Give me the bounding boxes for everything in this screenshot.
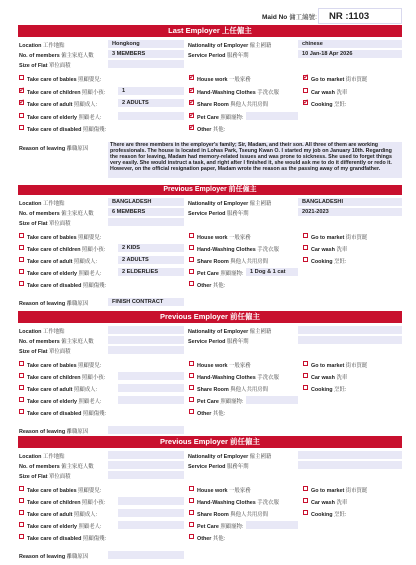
carwash-checkbox[interactable] bbox=[303, 88, 308, 93]
housework-label: House work 一般家務 bbox=[197, 235, 251, 241]
members-label: No. of members 僱主家庭人數 bbox=[19, 211, 94, 217]
handwash-label: Hand-Washing Clothes 手洗衣服 bbox=[197, 247, 279, 253]
disabled-label: Take care of disabled 照顧傷殘: bbox=[27, 283, 106, 289]
babies-label: Take care of babies 照顧嬰兒: bbox=[27, 235, 102, 241]
petcare-label: Pet Care 照顧寵物: bbox=[197, 115, 244, 121]
adult-value-field-value: 2 ADULTS bbox=[122, 100, 149, 106]
checkmark-icon: ✓ bbox=[189, 99, 195, 106]
location-label: Location 工作地點 bbox=[19, 454, 65, 460]
elderly-label: Take care of elderly 照顧老人: bbox=[27, 271, 102, 277]
members-label: No. of members 僱主家庭人數 bbox=[19, 53, 94, 59]
location-field-value: Hongkong bbox=[112, 41, 140, 47]
children-checkbox[interactable] bbox=[19, 245, 24, 250]
members-label: No. of members 僱主家庭人數 bbox=[19, 339, 94, 345]
cooking-label: Cooking 烹飪: bbox=[311, 102, 347, 108]
babies-label: Take care of babies 照顧嬰兒: bbox=[27, 77, 102, 83]
handwash-label: Hand-Washing Clothes 手洗衣服 bbox=[197, 375, 279, 381]
children-label: Take care of children 照顧小孩: bbox=[27, 247, 106, 253]
nationality-field[interactable] bbox=[298, 326, 402, 334]
disabled-label: Take care of disabled 照顧傷殘: bbox=[27, 536, 106, 542]
petcare-checkbox[interactable] bbox=[189, 269, 194, 274]
handwash-label: Hand-Washing Clothes 手洗衣服 bbox=[197, 500, 279, 506]
elderly-checkbox[interactable] bbox=[19, 397, 24, 402]
reason-label: Reason of leaving 離職原因 bbox=[19, 554, 89, 560]
market-label: Go to market 街市買餸 bbox=[311, 488, 368, 494]
checkmark-icon: ✓ bbox=[19, 87, 25, 94]
handwash-checkbox[interactable] bbox=[189, 373, 194, 378]
market-checkbox[interactable] bbox=[303, 486, 308, 491]
disabled-label: Take care of disabled 照顧傷殘: bbox=[27, 127, 106, 133]
reason-label: Reason of leaving 離職原因 bbox=[19, 146, 89, 152]
service-label: Service Period 服務年期 bbox=[188, 339, 249, 345]
cooking-label: Cooking 烹飪: bbox=[311, 512, 347, 518]
nationality-field[interactable] bbox=[298, 451, 402, 459]
flat-field[interactable] bbox=[108, 471, 184, 479]
members-field[interactable] bbox=[108, 461, 184, 469]
adult-label: Take care of adult 照顧成人: bbox=[27, 102, 97, 108]
petcare-value-field-value: 1 Dog & 1 cat bbox=[250, 269, 286, 275]
location-field[interactable] bbox=[108, 451, 184, 459]
cooking-checkbox[interactable] bbox=[303, 257, 308, 262]
shareroom-label: Share Room 與他人共用房間 bbox=[197, 102, 269, 108]
elderly-checkbox[interactable] bbox=[19, 113, 24, 118]
petcare-value-field[interactable] bbox=[246, 521, 298, 529]
shareroom-checkbox[interactable] bbox=[189, 385, 194, 390]
carwash-checkbox[interactable] bbox=[303, 373, 308, 378]
nationality-label: Nationality of Employer 僱主國籍 bbox=[188, 329, 272, 335]
petcare-label: Pet Care 照顧寵物: bbox=[197, 524, 244, 530]
checkmark-icon: ✓ bbox=[303, 74, 309, 81]
reason-field-value: FINISH CONTRACT bbox=[112, 299, 164, 305]
elderly-checkbox[interactable] bbox=[19, 522, 24, 527]
adult-value-field-value: 2 ADULTS bbox=[122, 257, 149, 263]
children-value-field-value: 2 KIDS bbox=[122, 245, 141, 251]
elderly-value-field-value: 2 ELDERLIES bbox=[122, 269, 159, 275]
location-field[interactable] bbox=[108, 326, 184, 334]
reason-label: Reason of leaving 離職原因 bbox=[19, 429, 89, 435]
checkmark-icon: ✓ bbox=[189, 87, 195, 94]
checkmark-icon: ✓ bbox=[303, 99, 309, 106]
petcare-label: Pet Care 照顧寵物: bbox=[197, 399, 244, 405]
children-value-field[interactable] bbox=[118, 372, 184, 380]
market-checkbox[interactable] bbox=[303, 361, 308, 366]
handwash-label: Hand-Washing Clothes 手洗衣服 bbox=[197, 90, 279, 96]
nationality-label: Nationality of Employer 僱主國籍 bbox=[188, 43, 272, 49]
children-checkbox[interactable] bbox=[19, 373, 24, 378]
flat-label: Size of Flat 單位面積 bbox=[19, 221, 71, 227]
disabled-checkbox[interactable] bbox=[19, 409, 24, 414]
service-field[interactable] bbox=[298, 336, 402, 344]
housework-label: House work 一般家務 bbox=[197, 488, 251, 494]
housework-label: House work 一般家務 bbox=[197, 77, 251, 83]
other-label: Other 其他: bbox=[197, 283, 226, 289]
flat-label: Size of Flat 單位面積 bbox=[19, 474, 71, 480]
members-field-value: 6 MEMBERS bbox=[112, 209, 146, 215]
housework-label: House work 一般家務 bbox=[197, 363, 251, 369]
market-label: Go to market 街市買餸 bbox=[311, 363, 368, 369]
checkmark-icon: ✓ bbox=[19, 99, 25, 106]
nationality-field-value: chinese bbox=[302, 41, 323, 47]
checkmark-icon: ✓ bbox=[189, 74, 195, 81]
cooking-label: Cooking 烹飪: bbox=[311, 387, 347, 393]
cooking-label: Cooking 烹飪: bbox=[311, 259, 347, 265]
children-value-field[interactable] bbox=[118, 497, 184, 505]
adult-label: Take care of adult 照顧成人: bbox=[27, 387, 97, 393]
housework-checkbox[interactable] bbox=[189, 361, 194, 366]
adult-value-field[interactable] bbox=[118, 384, 184, 392]
service-field[interactable] bbox=[298, 461, 402, 469]
shareroom-label: Share Room 與他人共用房間 bbox=[197, 387, 269, 393]
flat-label: Size of Flat 單位面積 bbox=[19, 63, 71, 69]
babies-checkbox[interactable] bbox=[19, 233, 24, 238]
disabled-checkbox[interactable] bbox=[19, 534, 24, 539]
market-label: Go to market 街市買餸 bbox=[311, 77, 368, 83]
flat-field[interactable] bbox=[108, 60, 184, 68]
elderly-label: Take care of elderly 照顧老人: bbox=[27, 524, 102, 530]
market-label: Go to market 街市買餸 bbox=[311, 235, 368, 241]
service-field-value: 2021-2023 bbox=[302, 209, 329, 215]
section-header: Previous Employer 前任僱主 bbox=[18, 436, 402, 448]
elderly-label: Take care of elderly 照顧老人: bbox=[27, 115, 102, 121]
flat-label: Size of Flat 單位面積 bbox=[19, 349, 71, 355]
disabled-label: Take care of disabled 照顧傷殘: bbox=[27, 411, 106, 417]
other-checkbox[interactable] bbox=[189, 534, 194, 539]
other-checkbox[interactable] bbox=[189, 409, 194, 414]
carwash-label: Car wash 洗車 bbox=[311, 247, 348, 253]
service-label: Service Period 服務年期 bbox=[188, 464, 249, 470]
adult-checkbox[interactable] bbox=[19, 385, 24, 390]
carwash-label: Car wash 洗車 bbox=[311, 90, 348, 96]
petcare-value-field[interactable] bbox=[246, 396, 298, 404]
handwash-checkbox[interactable] bbox=[189, 498, 194, 503]
carwash-checkbox[interactable] bbox=[303, 498, 308, 503]
location-label: Location 工作地點 bbox=[19, 201, 65, 207]
children-checkbox[interactable] bbox=[19, 498, 24, 503]
disabled-checkbox[interactable] bbox=[19, 125, 24, 130]
flat-field[interactable] bbox=[108, 218, 184, 226]
babies-checkbox[interactable] bbox=[19, 75, 24, 80]
children-value-field[interactable] bbox=[118, 87, 184, 95]
checkmark-icon: ✓ bbox=[189, 124, 195, 131]
service-field-value: 10 Jan-18 Apr 2026 bbox=[302, 51, 353, 57]
babies-checkbox[interactable] bbox=[19, 486, 24, 491]
market-checkbox[interactable] bbox=[303, 233, 308, 238]
reason-field[interactable] bbox=[108, 551, 184, 559]
other-label: Other 其他: bbox=[197, 127, 226, 133]
reason-field[interactable] bbox=[108, 426, 184, 434]
cooking-checkbox[interactable] bbox=[303, 510, 308, 515]
location-label: Location 工作地點 bbox=[19, 329, 65, 335]
children-label: Take care of children 照顧小孩: bbox=[27, 375, 106, 381]
maid-no-field: NR :1103 bbox=[318, 8, 402, 24]
members-field[interactable] bbox=[108, 336, 184, 344]
location-label: Location 工作地點 bbox=[19, 43, 65, 49]
other-label: Other 其他: bbox=[197, 536, 226, 542]
adult-checkbox[interactable] bbox=[19, 257, 24, 262]
disabled-checkbox[interactable] bbox=[19, 281, 24, 286]
carwash-checkbox[interactable] bbox=[303, 245, 308, 250]
petcare-label: Pet Care 照顧寵物: bbox=[197, 271, 244, 277]
service-label: Service Period 服務年期 bbox=[188, 53, 249, 59]
carwash-label: Car wash 洗車 bbox=[311, 500, 348, 506]
nationality-label: Nationality of Employer 僱主國籍 bbox=[188, 454, 272, 460]
section-header: Previous Employer 前任僱主 bbox=[18, 185, 402, 195]
adult-label: Take care of adult 照顧成人: bbox=[27, 512, 97, 518]
maid-no-label: Maid No 傭工編號: bbox=[262, 14, 317, 21]
nationality-label: Nationality of Employer 僱主國籍 bbox=[188, 201, 272, 207]
checkmark-icon: ✓ bbox=[189, 112, 195, 119]
shareroom-checkbox[interactable] bbox=[189, 257, 194, 262]
petcare-value-field[interactable] bbox=[246, 112, 298, 120]
service-label: Service Period 服務年期 bbox=[188, 211, 249, 217]
petcare-checkbox[interactable] bbox=[189, 397, 194, 402]
carwash-label: Car wash 洗車 bbox=[311, 375, 348, 381]
elderly-checkbox[interactable] bbox=[19, 269, 24, 274]
other-label: Other 其他: bbox=[197, 411, 226, 417]
children-label: Take care of children 照顧小孩: bbox=[27, 90, 106, 96]
adult-checkbox[interactable] bbox=[19, 510, 24, 515]
shareroom-label: Share Room 與他人共用房間 bbox=[197, 512, 269, 518]
housework-checkbox[interactable] bbox=[189, 486, 194, 491]
section-header: Previous Employer 前任僱主 bbox=[18, 311, 402, 323]
reason-label: Reason of leaving 離職原因 bbox=[19, 301, 89, 307]
petcare-checkbox[interactable] bbox=[189, 522, 194, 527]
babies-label: Take care of babies 照顧嬰兒: bbox=[27, 488, 102, 494]
children-value-field-value: 1 bbox=[122, 88, 126, 94]
nationality-field-value: BANGLADESHI bbox=[302, 199, 344, 205]
flat-field[interactable] bbox=[108, 346, 184, 354]
elderly-value-field[interactable] bbox=[118, 396, 184, 404]
adult-value-field[interactable] bbox=[118, 509, 184, 517]
elderly-value-field[interactable] bbox=[118, 521, 184, 529]
cooking-checkbox[interactable] bbox=[303, 385, 308, 390]
shareroom-checkbox[interactable] bbox=[189, 510, 194, 515]
other-checkbox[interactable] bbox=[189, 281, 194, 286]
adult-label: Take care of adult 照顧成人: bbox=[27, 259, 97, 265]
reason-text: There are three members in the employer's family; Sir, Madam, and their son. All three of them are working professionals. The house is located in Lohas Park, Tseung Kwan O. I started my job on January 10th. Regarding the reason for leaving, Madam had memory-related issues and was prone to sickness. She used to forget things very easily. She would instruct a task, and right after I finished it, she would ask me to do it differently or redo it. However, on the official resignation paper, Madam wrote the reason as the passing away of my grandfather. bbox=[110, 142, 392, 173]
location-field-value: BANGLADESH bbox=[112, 199, 152, 205]
section-header: Last Employer 上任僱主 bbox=[18, 25, 402, 37]
elderly-label: Take care of elderly 照顧老人: bbox=[27, 399, 102, 405]
children-label: Take care of children 照顧小孩: bbox=[27, 500, 106, 506]
babies-label: Take care of babies 照顧嬰兒: bbox=[27, 363, 102, 369]
members-field-value: 3 MEMBERS bbox=[112, 51, 146, 57]
shareroom-label: Share Room 與他人共用房間 bbox=[197, 259, 269, 265]
members-label: No. of members 僱主家庭人數 bbox=[19, 464, 94, 470]
babies-checkbox[interactable] bbox=[19, 361, 24, 366]
housework-checkbox[interactable] bbox=[189, 233, 194, 238]
elderly-value-field[interactable] bbox=[118, 112, 184, 120]
handwash-checkbox[interactable] bbox=[189, 245, 194, 250]
